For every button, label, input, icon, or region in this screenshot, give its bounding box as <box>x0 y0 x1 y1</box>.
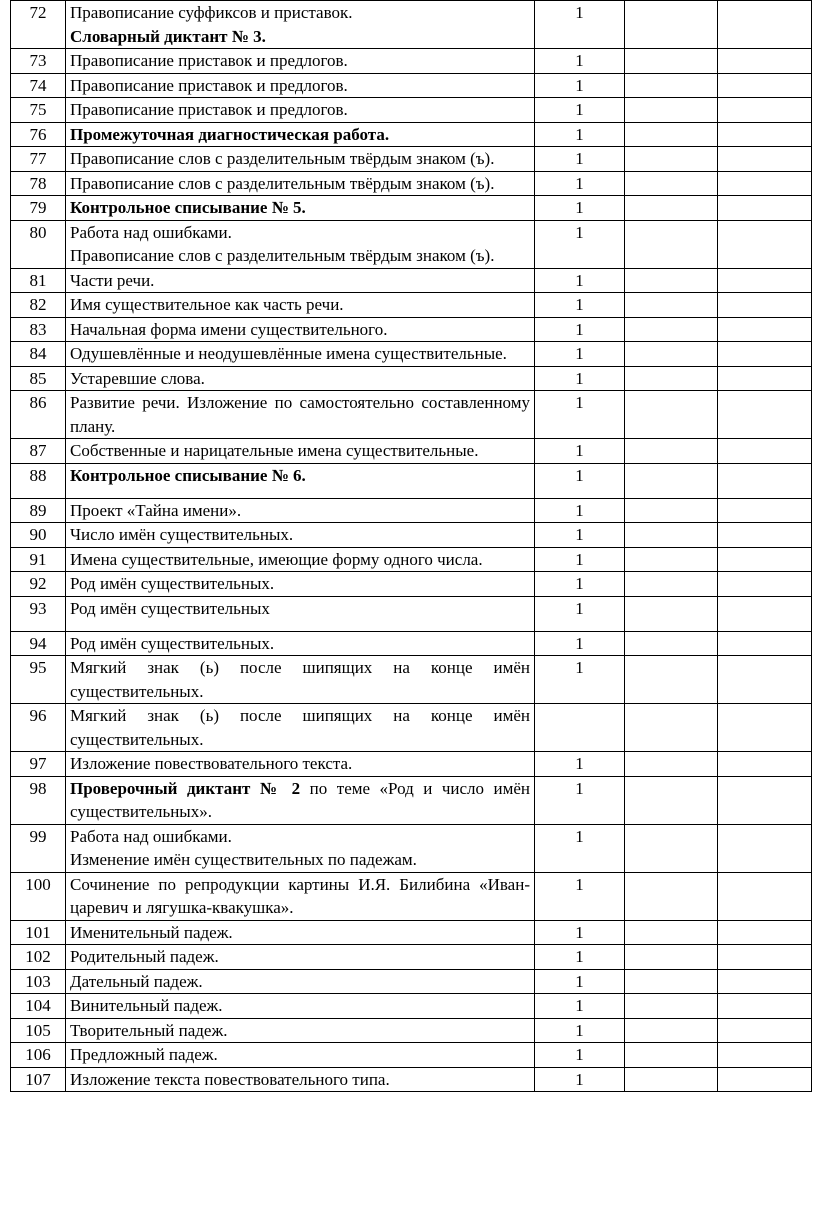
table-row <box>11 824 812 872</box>
planned-date-cell <box>625 463 718 498</box>
lesson-hours: 1 <box>535 572 625 597</box>
lesson-hours: 1 <box>535 1018 625 1043</box>
actual-date-cell <box>718 945 812 970</box>
topic-text: Правописание приставок и предлогов. <box>70 75 348 95</box>
lesson-topic <box>66 366 535 391</box>
actual-date-cell <box>718 523 812 548</box>
lesson-topic <box>66 872 535 920</box>
lesson-hours: 1 <box>535 171 625 196</box>
lesson-topic <box>66 631 535 656</box>
topic-text: Правописание приставок и предлогов. <box>70 100 348 119</box>
table-row <box>11 122 812 147</box>
planned-date-cell <box>625 920 718 945</box>
lesson-number: 84 <box>11 342 66 367</box>
planned-date-cell <box>625 147 718 172</box>
planned-date-cell <box>625 776 718 824</box>
lesson-number: 98 <box>11 776 66 824</box>
lesson-number: 91 <box>11 547 66 572</box>
table-row <box>11 945 812 970</box>
lesson-topic <box>66 171 535 196</box>
topic-text: Правописание слов с разделительным твёрдым знаком (ъ). <box>70 246 495 265</box>
planned-date-cell <box>625 391 718 439</box>
lesson-hours: 1 <box>535 268 625 293</box>
planned-date-cell <box>625 317 718 342</box>
planned-date-cell <box>625 366 718 391</box>
topic-bold-text: Контрольное списывание № 6. <box>70 465 306 485</box>
lesson-number: 77 <box>11 147 66 172</box>
lesson-number: 107 <box>11 1067 66 1092</box>
lesson-topic <box>66 1018 535 1043</box>
table-row <box>11 704 812 752</box>
actual-date-cell <box>718 220 812 268</box>
planned-date-cell <box>625 196 718 221</box>
lesson-hours: 1 <box>535 969 625 994</box>
actual-date-cell <box>718 872 812 920</box>
actual-date-cell <box>718 656 812 704</box>
topic-text: Именительный падеж. <box>70 922 233 942</box>
actual-date-cell <box>718 366 812 391</box>
lesson-number: 83 <box>11 317 66 342</box>
actual-date-cell <box>718 73 812 98</box>
lesson-topic <box>66 391 535 439</box>
planned-date-cell <box>625 49 718 74</box>
topic-text: Предложный падеж. <box>70 1045 218 1064</box>
topic-text: Правописание суффиксов и приставок. <box>70 3 353 22</box>
lesson-topic <box>66 342 535 367</box>
lesson-topic <box>66 293 535 318</box>
lesson-hours: 1 <box>535 122 625 147</box>
lesson-number: 104 <box>11 994 66 1019</box>
planned-date-cell <box>625 293 718 318</box>
table-row <box>11 1018 812 1043</box>
table-row <box>11 220 812 268</box>
lesson-topic <box>66 752 535 777</box>
lesson-number: 90 <box>11 523 66 548</box>
planned-date-cell <box>625 752 718 777</box>
lesson-hours: 1 <box>535 994 625 1019</box>
actual-date-cell <box>718 1018 812 1043</box>
planned-date-cell <box>625 122 718 147</box>
lesson-number: 88 <box>11 463 66 498</box>
lesson-number: 78 <box>11 171 66 196</box>
lesson-hours: 1 <box>535 98 625 123</box>
lesson-hours: 1 <box>535 463 625 498</box>
lesson-number: 105 <box>11 1018 66 1043</box>
table-row <box>11 776 812 824</box>
topic-text: Имя существительное как часть речи. <box>70 295 344 314</box>
planned-date-cell <box>625 220 718 268</box>
topic-bold-text: Проверочный диктант № 2 <box>70 778 301 798</box>
topic-text: Собственные и нарицательные имена существительные. <box>70 441 479 460</box>
topic-text: Работа над ошибками. <box>70 826 232 846</box>
table-row <box>11 391 812 439</box>
table-row <box>11 994 812 1019</box>
table-row <box>11 523 812 548</box>
lesson-hours: 1 <box>535 945 625 970</box>
planned-date-cell <box>625 945 718 970</box>
topic-text: Устаревшие слова. <box>70 368 205 388</box>
lesson-topic <box>66 147 535 172</box>
lesson-plan-table <box>10 0 812 1092</box>
table-row <box>11 463 812 498</box>
table-row <box>11 439 812 464</box>
lesson-number: 75 <box>11 98 66 123</box>
topic-text: по теме «Род и число имён существительных». <box>70 778 531 821</box>
planned-date-cell <box>625 824 718 872</box>
topic-text: Работа над ошибками. <box>70 222 232 242</box>
lesson-number: 94 <box>11 631 66 656</box>
lesson-topic <box>66 656 535 704</box>
lesson-number: 93 <box>11 596 66 631</box>
lesson-hours: 1 <box>535 1067 625 1092</box>
lesson-topic <box>66 220 535 268</box>
planned-date-cell <box>625 98 718 123</box>
lesson-plan-body <box>11 1 812 1092</box>
topic-text: Мягкий знак (ь) после шипящих на конце имён существительных. <box>70 706 530 749</box>
lesson-number: 73 <box>11 49 66 74</box>
lesson-hours: 1 <box>535 523 625 548</box>
lesson-number: 85 <box>11 366 66 391</box>
lesson-topic <box>66 439 535 464</box>
actual-date-cell <box>718 317 812 342</box>
lesson-topic <box>66 572 535 597</box>
lesson-topic <box>66 498 535 523</box>
lesson-hours: 1 <box>535 342 625 367</box>
table-row <box>11 342 812 367</box>
lesson-number: 99 <box>11 824 66 872</box>
topic-text: Изменение имён существительных по падежам. <box>70 850 417 869</box>
topic-text: Род имён существительных. <box>70 574 275 593</box>
topic-text: Мягкий знак (ь) после шипящих на конце имён существительных. <box>70 658 530 701</box>
actual-date-cell <box>718 171 812 196</box>
table-row <box>11 171 812 196</box>
planned-date-cell <box>625 1018 718 1043</box>
actual-date-cell <box>718 994 812 1019</box>
topic-text: Начальная форма имени существительного. <box>70 319 388 339</box>
topic-text: Родительный падеж. <box>70 947 219 966</box>
lesson-topic <box>66 945 535 970</box>
lesson-hours: 1 <box>535 824 625 872</box>
lesson-number: 74 <box>11 73 66 98</box>
topic-text: Части речи. <box>70 270 155 290</box>
actual-date-cell <box>718 752 812 777</box>
actual-date-cell <box>718 824 812 872</box>
table-row <box>11 1067 812 1092</box>
lesson-hours: 1 <box>535 498 625 523</box>
actual-date-cell <box>718 147 812 172</box>
lesson-topic <box>66 596 535 631</box>
planned-date-cell <box>625 523 718 548</box>
lesson-hours: 1 <box>535 1043 625 1068</box>
actual-date-cell <box>718 268 812 293</box>
table-row <box>11 293 812 318</box>
table-row <box>11 969 812 994</box>
table-row <box>11 572 812 597</box>
lesson-topic <box>66 196 535 221</box>
topic-text: Род имён существительных. <box>70 633 275 653</box>
topic-text: Род имён существительных <box>70 598 270 618</box>
topic-text: Дательный падеж. <box>70 971 203 991</box>
table-row <box>11 631 812 656</box>
lesson-hours: 1 <box>535 547 625 572</box>
lesson-number: 86 <box>11 391 66 439</box>
actual-date-cell <box>718 342 812 367</box>
topic-text: Число имён существительных. <box>70 525 294 544</box>
lesson-number: 87 <box>11 439 66 464</box>
table-row <box>11 498 812 523</box>
actual-date-cell <box>718 1043 812 1068</box>
lesson-topic <box>66 317 535 342</box>
planned-date-cell <box>625 498 718 523</box>
actual-date-cell <box>718 196 812 221</box>
topic-text: Правописание слов с разделительным твёрдым знаком (ъ). <box>70 173 495 193</box>
topic-text: Изложение повествовательного текста. <box>70 754 353 773</box>
lesson-number: 92 <box>11 572 66 597</box>
topic-text: Творительный падеж. <box>70 1020 228 1040</box>
planned-date-cell <box>625 547 718 572</box>
lesson-number: 80 <box>11 220 66 268</box>
planned-date-cell <box>625 572 718 597</box>
lesson-number: 76 <box>11 122 66 147</box>
actual-date-cell <box>718 498 812 523</box>
planned-date-cell <box>625 268 718 293</box>
topic-bold-text: Контрольное списывание № 5. <box>70 198 306 217</box>
topic-text: Правописание слов с разделительным твёрдым знаком (ъ). <box>70 149 495 168</box>
lesson-number: 82 <box>11 293 66 318</box>
topic-text: Одушевлённые и неодушевлённые имена существительные. <box>70 344 507 363</box>
lesson-number: 89 <box>11 498 66 523</box>
table-row <box>11 73 812 98</box>
planned-date-cell <box>625 1 718 49</box>
planned-date-cell <box>625 439 718 464</box>
planned-date-cell <box>625 704 718 752</box>
lesson-topic <box>66 1067 535 1092</box>
planned-date-cell <box>625 342 718 367</box>
topic-bold-text: Словарный диктант № 3. <box>70 26 266 46</box>
topic-text: Правописание приставок и предлогов. <box>70 51 348 70</box>
actual-date-cell <box>718 547 812 572</box>
lesson-hours: 1 <box>535 49 625 74</box>
planned-date-cell <box>625 1043 718 1068</box>
table-row <box>11 147 812 172</box>
lesson-number: 72 <box>11 1 66 49</box>
lesson-hours: 1 <box>535 439 625 464</box>
lesson-topic <box>66 463 535 498</box>
lesson-hours: 1 <box>535 631 625 656</box>
table-row <box>11 49 812 74</box>
topic-bold-text: Промежуточная диагностическая работа. <box>70 124 390 144</box>
lesson-hours: 1 <box>535 196 625 221</box>
table-row <box>11 752 812 777</box>
lesson-topic <box>66 122 535 147</box>
actual-date-cell <box>718 631 812 656</box>
table-row <box>11 98 812 123</box>
table-row <box>11 596 812 631</box>
topic-text: Сочинение по репродукции картины И.Я. Билибина «Иван-царевич и лягушка-квакушка». <box>70 874 530 917</box>
table-row <box>11 366 812 391</box>
actual-date-cell <box>718 439 812 464</box>
lesson-topic <box>66 98 535 123</box>
actual-date-cell <box>718 920 812 945</box>
actual-date-cell <box>718 49 812 74</box>
lesson-hours: 1 <box>535 147 625 172</box>
lesson-hours <box>535 704 625 752</box>
lesson-number: 95 <box>11 656 66 704</box>
lesson-topic <box>66 73 535 98</box>
lesson-topic <box>66 268 535 293</box>
lesson-hours: 1 <box>535 872 625 920</box>
table-row <box>11 196 812 221</box>
topic-text: Имена существительные, имеющие форму одного числа. <box>70 549 483 569</box>
lesson-topic <box>66 776 535 824</box>
table-row <box>11 920 812 945</box>
lesson-hours: 1 <box>535 1 625 49</box>
lesson-topic <box>66 49 535 74</box>
table-row <box>11 872 812 920</box>
table-row <box>11 268 812 293</box>
planned-date-cell <box>625 969 718 994</box>
lesson-number: 101 <box>11 920 66 945</box>
topic-text: Винительный падеж. <box>70 996 223 1015</box>
lesson-hours: 1 <box>535 317 625 342</box>
actual-date-cell <box>718 776 812 824</box>
lesson-topic <box>66 704 535 752</box>
lesson-hours: 1 <box>535 752 625 777</box>
actual-date-cell <box>718 391 812 439</box>
actual-date-cell <box>718 98 812 123</box>
lesson-topic <box>66 1 535 49</box>
lesson-hours: 1 <box>535 596 625 631</box>
lesson-number: 81 <box>11 268 66 293</box>
lesson-number: 96 <box>11 704 66 752</box>
table-row <box>11 1 812 49</box>
actual-date-cell <box>718 1 812 49</box>
topic-text: Изложение текста повествовательного типа. <box>70 1069 390 1089</box>
lesson-number: 97 <box>11 752 66 777</box>
lesson-topic <box>66 969 535 994</box>
planned-date-cell <box>625 656 718 704</box>
table-row <box>11 317 812 342</box>
actual-date-cell <box>718 572 812 597</box>
topic-text: Развитие речи. Изложение по самостоятельно составленному плану. <box>70 393 530 436</box>
lesson-hours: 1 <box>535 776 625 824</box>
actual-date-cell <box>718 596 812 631</box>
lesson-topic <box>66 547 535 572</box>
table-row <box>11 1043 812 1068</box>
lesson-topic <box>66 523 535 548</box>
lesson-topic <box>66 824 535 872</box>
lesson-number: 102 <box>11 945 66 970</box>
lesson-number: 103 <box>11 969 66 994</box>
lesson-hours: 1 <box>535 391 625 439</box>
planned-date-cell <box>625 631 718 656</box>
lesson-hours: 1 <box>535 920 625 945</box>
lesson-hours: 1 <box>535 366 625 391</box>
topic-text: Проект «Тайна имени». <box>70 500 242 520</box>
planned-date-cell <box>625 171 718 196</box>
lesson-number: 79 <box>11 196 66 221</box>
lesson-hours: 1 <box>535 220 625 268</box>
lesson-hours: 1 <box>535 656 625 704</box>
table-row <box>11 656 812 704</box>
actual-date-cell <box>718 969 812 994</box>
lesson-number: 100 <box>11 872 66 920</box>
planned-date-cell <box>625 73 718 98</box>
planned-date-cell <box>625 1067 718 1092</box>
actual-date-cell <box>718 293 812 318</box>
lesson-hours: 1 <box>535 293 625 318</box>
lesson-hours: 1 <box>535 73 625 98</box>
actual-date-cell <box>718 463 812 498</box>
lesson-topic <box>66 994 535 1019</box>
table-row <box>11 547 812 572</box>
actual-date-cell <box>718 704 812 752</box>
actual-date-cell <box>718 1067 812 1092</box>
planned-date-cell <box>625 872 718 920</box>
lesson-topic <box>66 920 535 945</box>
lesson-number: 106 <box>11 1043 66 1068</box>
planned-date-cell <box>625 994 718 1019</box>
actual-date-cell <box>718 122 812 147</box>
planned-date-cell <box>625 596 718 631</box>
lesson-topic <box>66 1043 535 1068</box>
